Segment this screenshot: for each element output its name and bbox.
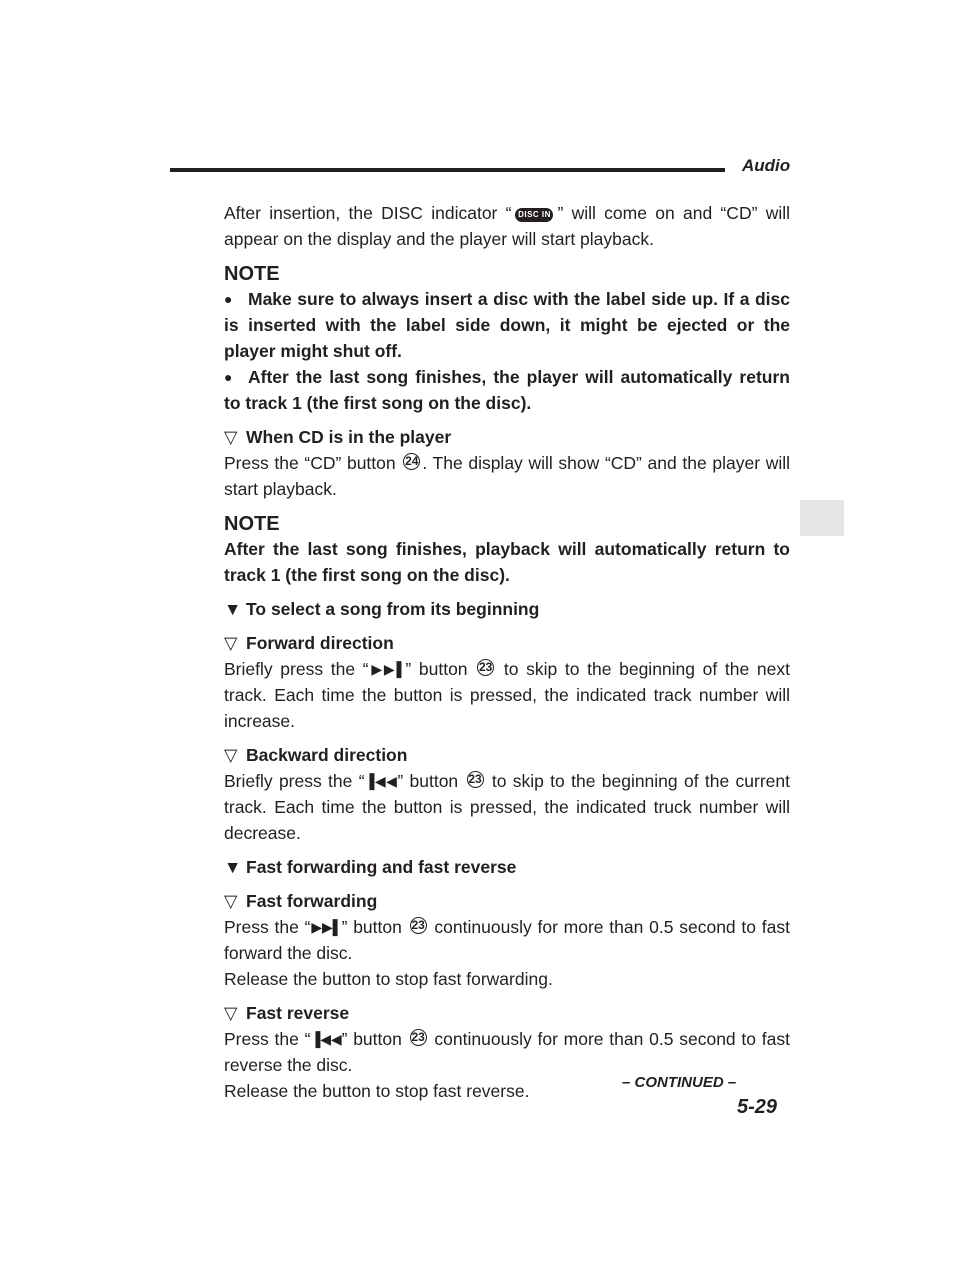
- continued-label: – CONTINUED –: [622, 1074, 737, 1091]
- header-rule: [170, 168, 725, 172]
- circled-number-icon: 23: [479, 660, 493, 674]
- release-text: Release the button to stop fast forwarding.: [224, 969, 553, 989]
- open-triangle-icon: ▽: [224, 891, 238, 911]
- skip-backward-icon: ▐◀◀: [310, 1031, 342, 1047]
- note-text: After the last song finishes, playback will automatically return to track 1 (the first song on the disc).: [224, 539, 790, 585]
- filled-triangle-icon: ▼: [224, 599, 242, 619]
- note-item: ● Make sure to always insert a disc with the label side up. If a disc is inserted with the label side down, it might be ejected or the player might shut off.: [224, 286, 790, 364]
- circled-number-icon: 23: [468, 772, 482, 786]
- skip-backward-icon: ▐◀◀: [364, 773, 398, 789]
- subheading: ▽ When CD is in the player: [224, 424, 790, 450]
- page-content: [224, 200, 790, 1104]
- section-heading: ▼ To select a song from its beginning: [224, 596, 790, 622]
- intro-paragraph: After insertion, the DISC indicator “ DISC IN ” will come on and “CD” will appear on the display and the player will start playback.: [224, 203, 790, 249]
- skip-forward-icon: ▶▶▌: [310, 919, 342, 935]
- section-tab: [800, 500, 844, 536]
- page-number: 5-29: [737, 1096, 778, 1118]
- skip-forward-icon: ▶▶▌: [368, 661, 406, 677]
- open-triangle-icon: ▽: [224, 427, 238, 447]
- backward-paragraph: Briefly press the “▐◀◀” button 23 to skip to the beginning of the current track. Each time the button is pressed, the indicated truck number will decrease.: [224, 771, 790, 843]
- circled-number-icon: 23: [411, 918, 425, 932]
- note-item: ● After the last song finishes, the player will automatically return to track 1 (the first song on the disc).: [224, 364, 790, 416]
- open-triangle-icon: ▽: [224, 1003, 238, 1023]
- open-triangle-icon: ▽: [224, 745, 238, 765]
- disc-in-icon: DISC IN: [515, 208, 553, 222]
- forward-paragraph: Briefly press the “▶▶▌” button 23 to skip to the beginning of the next track. Each time the button is pressed, the indicated track number will increase.: [224, 659, 790, 731]
- circled-number-icon: 24: [405, 454, 419, 468]
- subheading: ▽ Fast reverse: [224, 1000, 790, 1026]
- section-heading: ▼ Fast forwarding and fast reverse: [224, 854, 790, 880]
- bullet-icon: ●: [224, 291, 233, 307]
- open-triangle-icon: ▽: [224, 633, 238, 653]
- circled-number-icon: 23: [411, 1030, 425, 1044]
- fast-reverse-paragraph: Press the “▐◀◀” button 23 continuously for more than 0.5 second to fast reverse the disc.: [224, 1029, 790, 1075]
- fast-forward-paragraph: Press the “▶▶▌” button 23 continuously for more than 0.5 second to fast forward the disc.: [224, 917, 790, 963]
- bullet-icon: ●: [224, 369, 233, 385]
- subheading: ▽ Forward direction: [224, 630, 790, 656]
- release-text: Release the button to stop fast reverse.: [224, 1081, 530, 1101]
- note-label: NOTE: [224, 263, 280, 285]
- subheading: ▽ Fast forwarding: [224, 888, 790, 914]
- cd-paragraph: Press the “CD” button 24 . The display will show “CD” and the player will start playback.: [224, 453, 791, 499]
- filled-triangle-icon: ▼: [224, 857, 242, 877]
- subheading: ▽ Backward direction: [224, 742, 790, 768]
- note-label: NOTE: [224, 513, 280, 535]
- section-title: Audio: [742, 156, 791, 175]
